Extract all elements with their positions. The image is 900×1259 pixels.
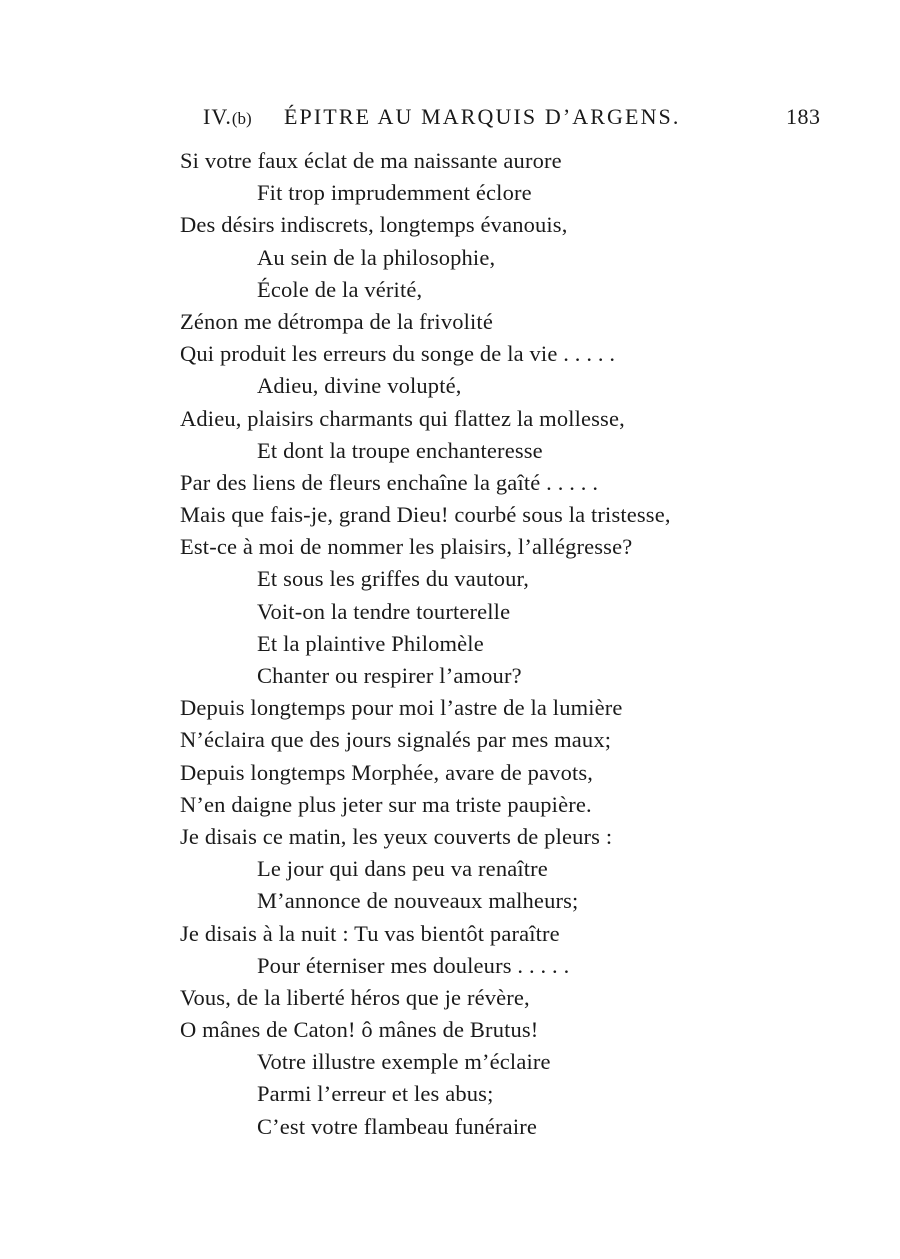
poem-line: Fit trop imprudemment éclore xyxy=(257,180,532,206)
poem-line: Votre illustre exemple m’éclaire xyxy=(257,1049,551,1075)
poem-line: Et la plaintive Philomèle xyxy=(257,630,484,656)
section-number: IV.(b) xyxy=(203,104,252,129)
poem-line: N’éclaira que des jours signalés par mes maux; xyxy=(180,727,612,753)
poem-line: Au sein de la philosophie, xyxy=(257,244,496,270)
poem-line: O mânes de Caton! ô mânes de Brutus! xyxy=(180,1017,539,1043)
poem-line: Par des liens de fleurs enchaîne la gaîté . . . . . xyxy=(180,469,599,495)
page-title: ÉPITRE AU MARQUIS D’ARGENS. xyxy=(284,104,681,129)
poem-line: C’est votre flambeau funéraire xyxy=(257,1113,537,1139)
poem-line: Parmi l’erreur et les abus; xyxy=(257,1081,494,1107)
poem-line: Je disais à la nuit : Tu vas bientôt paraître xyxy=(180,920,560,946)
poem-line: Qui produit les erreurs du songe de la vie . . . . . xyxy=(180,341,616,367)
poem-body xyxy=(0,145,900,1143)
poem-line: Chanter ou respirer l’amour? xyxy=(257,663,522,688)
section-sub: (b) xyxy=(231,109,252,128)
poem-line: N’en daigne plus jeter sur ma triste paupière. xyxy=(180,791,592,817)
poem-line: Je disais ce matin, les yeux couverts de pleurs : xyxy=(180,823,613,849)
poem-line: Est-ce à moi de nommer les plaisirs, l’allégresse? xyxy=(180,534,633,560)
poem-line: Mais que fais-je, grand Dieu! courbé sous la tristesse, xyxy=(180,502,671,528)
poem-line: Adieu, divine volupté, xyxy=(257,373,462,399)
poem-line: Voit-on la tendre tourterelle xyxy=(257,598,511,624)
poem-line: Zénon me détrompa de la frivolité xyxy=(180,308,493,334)
poem-line: Des désirs indiscrets, longtemps évanouis, xyxy=(180,212,568,238)
poem-line: Depuis longtemps pour moi l’astre de la lumière xyxy=(180,695,623,721)
poem-line: Le jour qui dans peu va renaître xyxy=(257,856,548,882)
poem-line: Si votre faux éclat de ma naissante aurore xyxy=(180,148,562,173)
poem-line: Vous, de la liberté héros que je révère, xyxy=(180,984,530,1010)
poem-line: Et dont la troupe enchanteresse xyxy=(257,437,543,463)
poem-line: Pour éterniser mes douleurs . . . . . xyxy=(257,952,570,978)
poem-line: M’annonce de nouveaux malheurs; xyxy=(257,888,579,914)
running-head xyxy=(0,104,900,134)
poem-line: Depuis longtemps Morphée, avare de pavots, xyxy=(180,759,594,785)
poem-line: Et sous les griffes du vautour, xyxy=(257,566,530,592)
poem-line: Adieu, plaisirs charmants qui flattez la mollesse, xyxy=(180,405,625,431)
page-number: 183 xyxy=(786,104,821,129)
poem-line: École de la vérité, xyxy=(257,276,423,302)
